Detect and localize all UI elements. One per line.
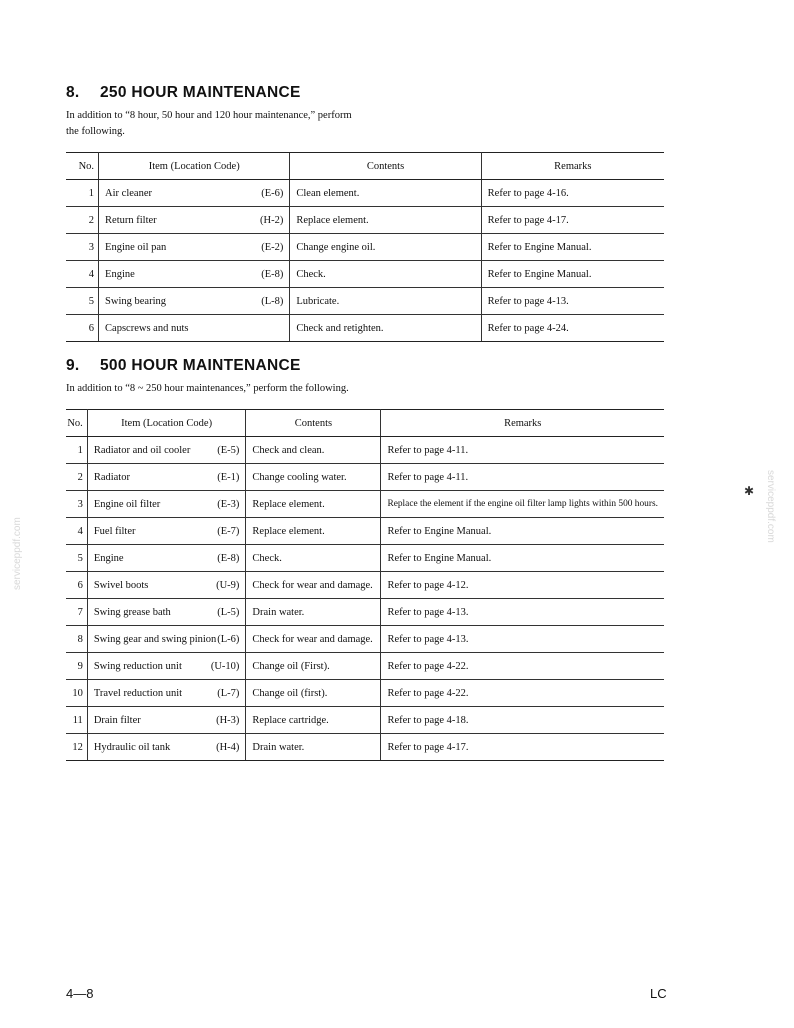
section-250-hour — [66, 84, 666, 342]
table-row — [66, 234, 664, 261]
location-code: (H-4) — [216, 741, 240, 753]
item-name: Swivel boots — [93, 579, 149, 591]
row-item — [87, 491, 246, 518]
row-number: 12 — [66, 734, 87, 761]
location-code: (E-8) — [261, 268, 284, 280]
item-name: Engine — [105, 268, 135, 280]
row-remarks: Refer to page 4-11. — [381, 437, 664, 464]
table-row — [66, 315, 664, 342]
section-number: 8. — [66, 84, 80, 101]
row-contents: Lubricate. — [290, 288, 481, 315]
row-number: 2 — [66, 207, 99, 234]
row-contents: Drain water. — [246, 599, 381, 626]
row-item — [99, 234, 290, 261]
location-code: (E-5) — [217, 444, 240, 456]
table-row — [66, 734, 664, 761]
header-no: No. — [66, 153, 99, 180]
row-contents: Change engine oil. — [290, 234, 481, 261]
row-contents: Clean element. — [290, 180, 481, 207]
row-contents: Check and retighten. — [290, 315, 481, 342]
table-row — [66, 437, 664, 464]
table-row — [66, 464, 664, 491]
row-contents: Change cooling water. — [246, 464, 381, 491]
row-item — [87, 464, 246, 491]
item-name: Engine oil filter — [93, 498, 161, 510]
row-number: 5 — [66, 288, 99, 315]
row-item — [99, 207, 290, 234]
section-500-hour — [66, 357, 666, 761]
row-remarks: Refer to Engine Manual. — [381, 545, 664, 572]
row-remarks: Refer to Engine Manual. — [381, 518, 664, 545]
table-row — [66, 288, 664, 315]
row-contents: Check. — [290, 261, 481, 288]
section-heading — [66, 357, 666, 375]
location-code: (L-7) — [217, 687, 240, 699]
row-contents: Replace element. — [290, 207, 481, 234]
row-contents: Replace cartridge. — [246, 707, 381, 734]
table-row — [66, 626, 664, 653]
location-code: (E-8) — [217, 552, 240, 564]
location-code: (U-10) — [210, 660, 240, 672]
table-row — [66, 572, 664, 599]
row-remarks: Refer to page 4-17. — [381, 734, 664, 761]
item-name: Engine — [93, 552, 124, 564]
location-code: (E-6) — [261, 187, 284, 199]
row-contents: Replace element. — [246, 518, 381, 545]
location-code: (L-6) — [217, 633, 240, 645]
location-code: (H-2) — [260, 214, 284, 226]
maintenance-table-500 — [66, 409, 664, 761]
item-name: Capscrews and nuts — [105, 322, 189, 334]
header-item: Item (Location Code) — [87, 410, 246, 437]
row-item — [99, 315, 290, 342]
row-remarks: Refer to Engine Manual. — [481, 261, 664, 288]
row-item — [87, 626, 246, 653]
row-remarks: Refer to page 4-13. — [381, 599, 664, 626]
table-row — [66, 545, 664, 572]
section-heading — [66, 84, 666, 102]
section-title: 250 HOUR MAINTENANCE — [100, 84, 301, 101]
row-remarks: Refer to page 4-11. — [381, 464, 664, 491]
row-number: 6 — [66, 315, 99, 342]
row-item — [87, 599, 246, 626]
row-remarks: Refer to Engine Manual. — [481, 234, 664, 261]
row-contents: Change oil (first). — [246, 680, 381, 707]
model-code: LC — [650, 986, 667, 1001]
section-intro: In addition to “8 ~ 250 hour maintenances,” perform the following. — [66, 383, 349, 394]
row-number: 9 — [66, 653, 87, 680]
table-row — [66, 599, 664, 626]
row-item — [87, 437, 246, 464]
item-name: Travel reduction unit — [93, 687, 183, 699]
row-contents: Drain water. — [246, 734, 381, 761]
item-name: Return filter — [105, 214, 157, 226]
row-remarks: Refer to page 4-24. — [481, 315, 664, 342]
row-contents: Check. — [246, 545, 381, 572]
row-number: 3 — [66, 491, 87, 518]
table-row — [66, 518, 664, 545]
location-code: (E-7) — [217, 525, 240, 537]
location-code: (L-8) — [261, 295, 284, 307]
item-name: Drain filter — [93, 714, 141, 726]
row-contents: Change oil (First). — [246, 653, 381, 680]
location-code: (U-9) — [216, 579, 240, 591]
row-number: 11 — [66, 707, 87, 734]
row-remarks: Refer to page 4-12. — [381, 572, 664, 599]
item-name: Air cleaner — [105, 187, 152, 199]
section-title: 500 HOUR MAINTENANCE — [100, 357, 301, 374]
row-remarks: Refer to page 4-16. — [481, 180, 664, 207]
table-header-row — [66, 153, 664, 180]
header-remarks: Remarks — [481, 153, 664, 180]
row-item — [87, 734, 246, 761]
row-remarks: Refer to page 4-13. — [481, 288, 664, 315]
page-number: 4—8 — [66, 986, 94, 1001]
item-name: Hydraulic oil tank — [93, 741, 171, 753]
row-remarks: Refer to page 4-13. — [381, 626, 664, 653]
row-number: 3 — [66, 234, 99, 261]
table-row — [66, 491, 664, 518]
row-remarks: Refer to page 4-22. — [381, 653, 664, 680]
row-number: 4 — [66, 261, 99, 288]
row-number: 6 — [66, 572, 87, 599]
row-number: 10 — [66, 680, 87, 707]
row-item — [99, 261, 290, 288]
header-contents: Contents — [246, 410, 381, 437]
item-name: Swing grease bath — [93, 606, 171, 618]
header-remarks: Remarks — [381, 410, 664, 437]
row-remarks: Refer to page 4-22. — [381, 680, 664, 707]
table-row — [66, 653, 664, 680]
watermark-right: serviceppdf.com — [765, 470, 776, 543]
row-contents: Check for wear and damage. — [246, 626, 381, 653]
item-name: Engine oil pan — [105, 241, 167, 253]
row-contents: Replace element. — [246, 491, 381, 518]
table-row — [66, 261, 664, 288]
row-item — [87, 707, 246, 734]
row-remarks: Replace the element if the engine oil filter lamp lights within 500 hours. — [381, 491, 664, 518]
item-name: Radiator — [93, 471, 130, 483]
table-header-row — [66, 410, 664, 437]
row-number: 5 — [66, 545, 87, 572]
item-name: Swing bearing — [105, 295, 166, 307]
maintenance-table-250 — [66, 152, 664, 342]
row-item — [99, 180, 290, 207]
location-code: (E-2) — [261, 241, 284, 253]
table-row — [66, 707, 664, 734]
watermark-left: serviceppdf.com — [12, 517, 23, 590]
row-contents: Check for wear and damage. — [246, 572, 381, 599]
table-row — [66, 180, 664, 207]
row-item — [87, 572, 246, 599]
item-name: Fuel filter — [93, 525, 136, 537]
row-contents: Check and clean. — [246, 437, 381, 464]
header-item: Item (Location Code) — [99, 153, 290, 180]
row-number: 2 — [66, 464, 87, 491]
row-remarks: Refer to page 4-18. — [381, 707, 664, 734]
row-item — [99, 288, 290, 315]
scan-mark-icon: ✱ — [744, 484, 755, 498]
header-contents: Contents — [290, 153, 481, 180]
section-intro: In addition to “8 hour, 50 hour and 120 hour maintenance,” perform the following. — [66, 110, 352, 137]
section-number: 9. — [66, 357, 80, 374]
row-number: 4 — [66, 518, 87, 545]
row-item — [87, 653, 246, 680]
header-no: No. — [66, 410, 87, 437]
row-item — [87, 518, 246, 545]
row-number: 7 — [66, 599, 87, 626]
location-code: (E-3) — [217, 498, 240, 510]
row-number: 8 — [66, 626, 87, 653]
row-remarks: Refer to page 4-17. — [481, 207, 664, 234]
location-code: (H-3) — [216, 714, 240, 726]
item-name: Radiator and oil cooler — [93, 444, 191, 456]
location-code: (L-5) — [217, 606, 240, 618]
location-code: (E-1) — [217, 471, 240, 483]
item-name: Swing reduction unit — [93, 660, 182, 672]
table-row — [66, 680, 664, 707]
row-item — [87, 680, 246, 707]
row-number: 1 — [66, 180, 99, 207]
item-name: Swing gear and swing pinion — [93, 633, 217, 645]
table-row — [66, 207, 664, 234]
row-item — [87, 545, 246, 572]
row-number: 1 — [66, 437, 87, 464]
